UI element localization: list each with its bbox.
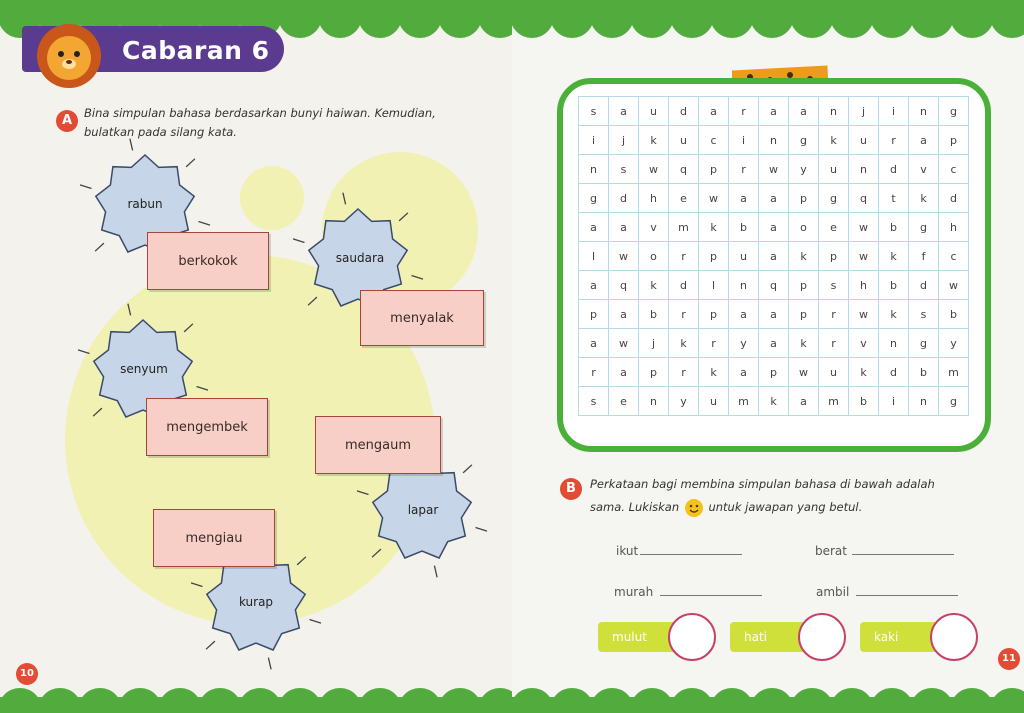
wordsearch-cell[interactable]: n xyxy=(909,97,939,126)
page-title: Cabaran 6 xyxy=(122,36,270,65)
section-a-instruction-line2: bulatkan pada silang kata. xyxy=(84,125,237,139)
burst-ray xyxy=(293,239,305,243)
card-menyalak: menyalak xyxy=(360,290,484,346)
wordsearch-cell[interactable]: a xyxy=(609,300,639,329)
burst-ray xyxy=(357,491,369,495)
burst-ray xyxy=(434,566,437,578)
burst-ray xyxy=(297,557,306,565)
wordsearch-cell[interactable]: q xyxy=(669,155,699,184)
burst-ray xyxy=(206,641,215,649)
wordsearch-cell[interactable]: m xyxy=(729,387,759,416)
wordsearch-cell[interactable]: p xyxy=(759,358,789,387)
page-number-left: 10 xyxy=(16,663,38,685)
wordsearch-cell[interactable]: b xyxy=(879,213,909,242)
wordsearch-cell[interactable]: d xyxy=(669,97,699,126)
wordsearch-cell[interactable]: l xyxy=(579,242,609,271)
wordsearch-cell[interactable]: g xyxy=(939,387,969,416)
wordsearch-cell[interactable]: n xyxy=(819,97,849,126)
wordsearch-cell[interactable]: y xyxy=(939,329,969,358)
burst-ray xyxy=(372,549,381,557)
burst-ray xyxy=(476,528,488,532)
wordsearch-cell[interactable]: c xyxy=(939,242,969,271)
wordsearch-cell[interactable]: r xyxy=(819,300,849,329)
wordsearch-cell[interactable]: p xyxy=(789,184,819,213)
wordsearch-cell[interactable]: w xyxy=(849,242,879,271)
wordsearch-cell[interactable]: i xyxy=(579,126,609,155)
burst-ray xyxy=(412,276,424,280)
wordsearch-cell[interactable]: r xyxy=(669,358,699,387)
wordsearch-cell[interactable]: l xyxy=(699,271,729,300)
wordsearch-cell[interactable]: o xyxy=(789,213,819,242)
burst-label-saudara: saudara xyxy=(335,251,385,265)
wordsearch-row xyxy=(579,184,969,213)
wordsearch-cell[interactable]: g xyxy=(579,184,609,213)
page-number-right: 11 xyxy=(998,648,1020,670)
wordsearch-cell[interactable]: h xyxy=(639,184,669,213)
fill-word-murah: murah xyxy=(614,585,654,599)
burst-ray xyxy=(191,583,203,587)
wordsearch-cell[interactable]: k xyxy=(669,329,699,358)
wordsearch-cell[interactable]: a xyxy=(729,300,759,329)
wordsearch-cell[interactable]: i xyxy=(879,387,909,416)
wordsearch-cell[interactable]: k xyxy=(789,242,819,271)
wordsearch-cell[interactable]: p xyxy=(639,358,669,387)
wordsearch-cell[interactable]: w xyxy=(609,242,639,271)
wordsearch-grid[interactable] xyxy=(578,96,969,416)
wordsearch-cell[interactable]: a xyxy=(759,242,789,271)
wordsearch-row xyxy=(579,155,969,184)
wordsearch-cell[interactable]: n xyxy=(639,387,669,416)
wordsearch-cell[interactable]: i xyxy=(729,126,759,155)
burst-ray xyxy=(308,297,317,305)
wordsearch-cell[interactable]: m xyxy=(939,358,969,387)
wordsearch-cell[interactable]: r xyxy=(699,329,729,358)
bottom-border xyxy=(0,697,512,713)
wordsearch-row xyxy=(579,242,969,271)
wordsearch-cell[interactable]: a xyxy=(759,97,789,126)
wordsearch-cell[interactable]: w xyxy=(849,213,879,242)
wordsearch-cell[interactable]: y xyxy=(729,329,759,358)
wordsearch-cell[interactable]: b xyxy=(639,300,669,329)
burst-ray xyxy=(80,185,92,189)
burst-ray xyxy=(130,139,133,151)
wordsearch-cell[interactable]: r xyxy=(669,242,699,271)
wordsearch-cell[interactable]: a xyxy=(579,271,609,300)
wordsearch-cell[interactable]: n xyxy=(879,329,909,358)
card-mengembek: mengembek xyxy=(146,398,268,456)
wordsearch-cell[interactable]: p xyxy=(699,155,729,184)
wordsearch-cell[interactable]: p xyxy=(789,271,819,300)
wordsearch-row xyxy=(579,329,969,358)
wordsearch-row xyxy=(579,97,969,126)
wordsearch-cell[interactable]: g xyxy=(939,97,969,126)
wordsearch-cell[interactable]: q xyxy=(759,271,789,300)
wordsearch-cell[interactable]: a xyxy=(609,97,639,126)
wordsearch-cell[interactable]: a xyxy=(789,387,819,416)
fill-word-ambil: ambil xyxy=(816,585,850,599)
wordsearch-cell[interactable]: r xyxy=(879,126,909,155)
wordsearch-cell[interactable]: r xyxy=(729,155,759,184)
wordsearch-row xyxy=(579,358,969,387)
wordsearch-cell[interactable]: a xyxy=(759,213,789,242)
wordsearch-cell[interactable]: u xyxy=(699,387,729,416)
burst-ray xyxy=(399,213,408,221)
fill-word-berat: berat xyxy=(815,544,847,558)
wordsearch-cell[interactable]: u xyxy=(849,126,879,155)
wordsearch-cell[interactable]: p xyxy=(789,300,819,329)
wordsearch-cell[interactable]: y xyxy=(789,155,819,184)
wordsearch-cell[interactable]: k xyxy=(879,242,909,271)
smiley-icon xyxy=(685,499,703,517)
wordsearch-cell[interactable]: g xyxy=(909,213,939,242)
wordsearch-cell[interactable]: k xyxy=(699,358,729,387)
wordsearch-cell[interactable]: u xyxy=(639,97,669,126)
burst-ray xyxy=(184,324,193,332)
answer-circle-mulut[interactable] xyxy=(668,613,716,661)
wordsearch-cell[interactable]: w xyxy=(609,329,639,358)
burst-ray xyxy=(197,387,209,391)
wordsearch-cell[interactable]: a xyxy=(729,184,759,213)
wordsearch-cell[interactable]: k xyxy=(759,387,789,416)
wordsearch-cell[interactable]: s xyxy=(579,97,609,126)
wordsearch-cell[interactable]: w xyxy=(849,300,879,329)
wordsearch-cell[interactable]: a xyxy=(759,184,789,213)
wordsearch-cell[interactable]: k xyxy=(909,184,939,213)
burst-ray xyxy=(186,159,195,167)
wordsearch-cell[interactable]: m xyxy=(669,213,699,242)
section-b-badge: B xyxy=(560,478,582,500)
wordsearch-cell[interactable]: b xyxy=(879,271,909,300)
wordsearch-cell[interactable]: b xyxy=(729,213,759,242)
wordsearch-cell[interactable]: k xyxy=(639,126,669,155)
section-a-instruction-line1: Bina simpulan bahasa berdasarkan bunyi haiwan. Kemudian, xyxy=(84,106,436,120)
wordsearch-cell[interactable]: k xyxy=(699,213,729,242)
wordsearch-cell[interactable]: a xyxy=(579,213,609,242)
wordsearch-cell[interactable]: q xyxy=(849,184,879,213)
wordsearch-cell[interactable]: d xyxy=(879,358,909,387)
wordsearch-cell[interactable]: k xyxy=(789,329,819,358)
burst-label-rabun: rabun xyxy=(127,197,163,211)
wordsearch-cell[interactable]: p xyxy=(699,242,729,271)
wordsearch-cell[interactable]: w xyxy=(759,155,789,184)
wordsearch-cell[interactable]: k xyxy=(849,358,879,387)
wordsearch-cell[interactable]: n xyxy=(579,155,609,184)
wordsearch-cell[interactable]: k xyxy=(819,126,849,155)
wordsearch-cell[interactable]: e xyxy=(669,184,699,213)
bottom-border-right xyxy=(512,697,1024,713)
wordsearch-cell[interactable]: p xyxy=(819,242,849,271)
wordsearch-cell[interactable]: j xyxy=(849,97,879,126)
burst-ray xyxy=(128,304,131,316)
wordsearch-cell[interactable]: a xyxy=(909,126,939,155)
wordsearch-cell[interactable]: a xyxy=(759,300,789,329)
wordsearch-cell[interactable]: d xyxy=(909,271,939,300)
wordsearch-cell[interactable]: g xyxy=(819,184,849,213)
wordsearch-cell[interactable]: d xyxy=(669,271,699,300)
burst-ray xyxy=(343,193,346,205)
wordsearch-cell[interactable]: d xyxy=(879,155,909,184)
burst-ray xyxy=(310,620,322,624)
wordsearch-cell[interactable]: g xyxy=(909,329,939,358)
fill-blank-berat[interactable] xyxy=(852,554,954,555)
wordsearch-cell[interactable]: n xyxy=(729,271,759,300)
burst-ray xyxy=(95,243,104,251)
wordsearch-cell[interactable]: j xyxy=(639,329,669,358)
burst-label-lapar: lapar xyxy=(407,503,439,517)
fill-blank-murah[interactable] xyxy=(660,595,762,596)
wordsearch-cell[interactable]: h xyxy=(849,271,879,300)
wordsearch-cell[interactable]: w xyxy=(939,271,969,300)
wordsearch-row xyxy=(579,126,969,155)
burst-ray xyxy=(268,658,271,670)
wordsearch-cell[interactable]: q xyxy=(609,271,639,300)
wordsearch-cell[interactable]: u xyxy=(819,358,849,387)
wordsearch-cell[interactable]: w xyxy=(789,358,819,387)
wordsearch-cell[interactable]: k xyxy=(639,271,669,300)
wordsearch-cell[interactable]: p xyxy=(939,126,969,155)
burst-label-kurap: kurap xyxy=(238,595,274,609)
wordsearch-row xyxy=(579,387,969,416)
wordsearch-cell[interactable]: b xyxy=(939,300,969,329)
option-kaki: kaki xyxy=(860,622,950,652)
wordsearch-cell[interactable]: s xyxy=(819,271,849,300)
section-b-instruction-line2 xyxy=(590,498,862,517)
wordsearch-cell[interactable]: r xyxy=(819,329,849,358)
wordsearch-cell[interactable]: u xyxy=(669,126,699,155)
wordsearch-row xyxy=(579,271,969,300)
wordsearch-cell[interactable]: n xyxy=(909,387,939,416)
wordsearch-cell[interactable]: c xyxy=(699,126,729,155)
option-mulut: mulut xyxy=(598,622,688,652)
wordsearch-cell[interactable]: s xyxy=(609,155,639,184)
wordsearch-cell[interactable]: h xyxy=(939,213,969,242)
wordsearch-cell[interactable]: b xyxy=(909,358,939,387)
wordsearch-cell[interactable]: a xyxy=(759,329,789,358)
section-b-instruction-post: untuk jawapan yang betul. xyxy=(708,500,863,514)
wordsearch-cell[interactable]: v xyxy=(849,329,879,358)
burst-ray xyxy=(199,222,211,226)
burst-ray xyxy=(93,408,102,416)
wordsearch-cell[interactable]: r xyxy=(579,358,609,387)
fill-blank-ambil[interactable] xyxy=(856,595,958,596)
wordsearch-cell[interactable]: f xyxy=(909,242,939,271)
wordsearch-cell[interactable]: n xyxy=(759,126,789,155)
wordsearch-row xyxy=(579,213,969,242)
wordsearch-row xyxy=(579,300,969,329)
wordsearch-cell[interactable]: j xyxy=(609,126,639,155)
section-b-instruction-pre: sama. Lukiskan xyxy=(590,500,680,514)
burst-label-senyum: senyum xyxy=(120,362,168,376)
wordsearch-cell[interactable]: s xyxy=(909,300,939,329)
wordsearch-cell[interactable]: c xyxy=(939,155,969,184)
wordsearch-cell[interactable]: b xyxy=(849,387,879,416)
top-scallops-right xyxy=(512,14,1024,48)
wordsearch-cell[interactable]: r xyxy=(669,300,699,329)
wordsearch-cell[interactable]: k xyxy=(879,300,909,329)
wordsearch-cell[interactable]: p xyxy=(699,300,729,329)
wordsearch-cell[interactable]: i xyxy=(879,97,909,126)
burst-ray xyxy=(78,350,90,354)
wordsearch-cell[interactable]: a xyxy=(729,358,759,387)
wordsearch-cell[interactable]: u xyxy=(729,242,759,271)
card-mengiau: mengiau xyxy=(153,509,275,567)
wordsearch-cell[interactable]: v xyxy=(639,213,669,242)
wordsearch-cell[interactable]: d xyxy=(939,184,969,213)
wordsearch-cell[interactable]: a xyxy=(609,358,639,387)
card-berkokok: berkokok xyxy=(147,232,269,290)
wordsearch-cell[interactable]: r xyxy=(729,97,759,126)
wordsearch-cell[interactable]: m xyxy=(819,387,849,416)
wordsearch-cell[interactable]: a xyxy=(699,97,729,126)
option-hati: hati xyxy=(730,622,820,652)
wordsearch-cell[interactable]: o xyxy=(639,242,669,271)
wordsearch-cell[interactable]: u xyxy=(819,155,849,184)
wordsearch-cell[interactable]: g xyxy=(789,126,819,155)
fill-word-ikut: ikut xyxy=(616,544,639,558)
fill-blank-ikut[interactable] xyxy=(640,554,742,555)
wordsearch-cell[interactable]: w xyxy=(639,155,669,184)
wordsearch-cell[interactable]: w xyxy=(699,184,729,213)
wordsearch-cell[interactable]: d xyxy=(609,184,639,213)
answer-circle-kaki[interactable] xyxy=(930,613,978,661)
card-mengaum: mengaum xyxy=(315,416,441,474)
burst-ray xyxy=(463,465,472,473)
wordsearch-cell[interactable]: y xyxy=(669,387,699,416)
wordsearch-cell[interactable]: p xyxy=(579,300,609,329)
wordsearch-cell[interactable]: e xyxy=(609,387,639,416)
wordsearch-cell[interactable]: a xyxy=(789,97,819,126)
wordsearch-cell[interactable]: e xyxy=(819,213,849,242)
wordsearch-cell[interactable]: n xyxy=(849,155,879,184)
wordsearch-cell[interactable]: t xyxy=(879,184,909,213)
section-b-instruction-line1: Perkataan bagi membina simpulan bahasa di bawah adalah xyxy=(590,477,935,491)
wordsearch-cell[interactable]: v xyxy=(909,155,939,184)
section-a-badge: A xyxy=(56,110,78,132)
wordsearch-cell[interactable]: a xyxy=(609,213,639,242)
wordsearch-cell[interactable]: s xyxy=(579,387,609,416)
wordsearch-cell[interactable]: a xyxy=(579,329,609,358)
answer-circle-hati[interactable] xyxy=(798,613,846,661)
